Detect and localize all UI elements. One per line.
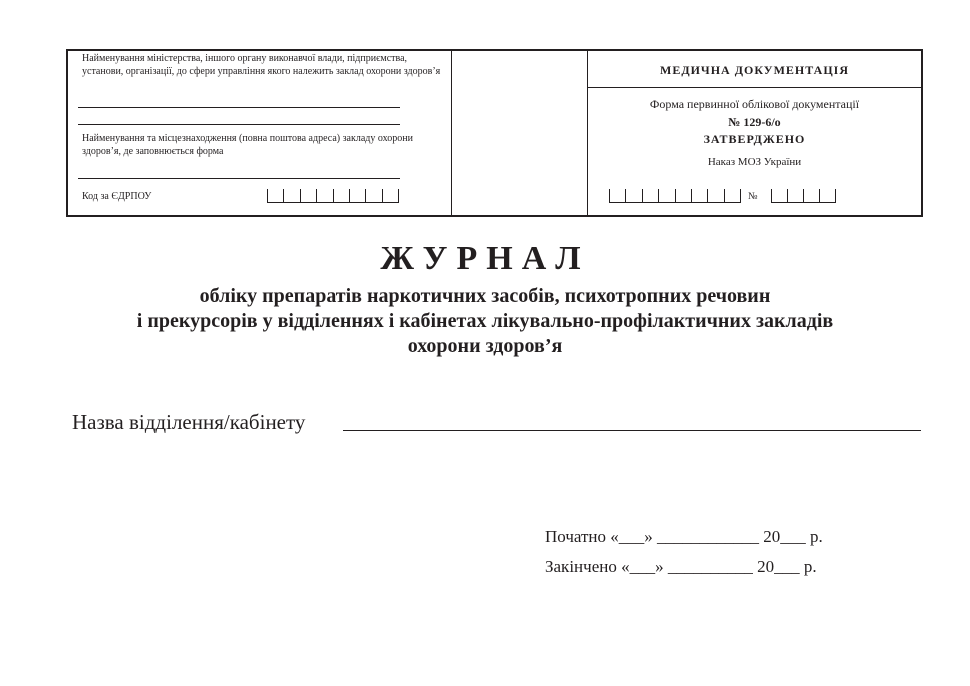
order-date-comb[interactable] (609, 189, 741, 203)
form-number: № 129-6/о (728, 115, 781, 129)
department-field[interactable] (343, 430, 921, 431)
subtitle-line: і прекурсорів у відділеннях і кабінетах лікувально-профілактичних закладів (136, 310, 834, 332)
form-line: Форма первинної облікової документації (649, 97, 860, 111)
divider (451, 51, 452, 215)
approved-label: ЗАТВЕРДЖЕНО (703, 132, 806, 146)
journal-subtitle (0, 284, 970, 359)
finished-date: Закінчено «___» __________ 20___ р. (545, 557, 817, 576)
order-number-comb[interactable] (771, 189, 836, 203)
journal-title: ЖУРНАЛ (380, 240, 590, 277)
subtitle-line: охорони здоров’я (407, 335, 563, 357)
edrpou-label: Код за ЄДРПОУ (82, 191, 152, 202)
ministry-label: Найменування міністерства, іншого органу виконавчої влади, підприємства, установи, організації, до сфери управління якого належить заклад охорони здоров’я (82, 53, 441, 77)
divider (588, 87, 921, 88)
form-header-box (66, 49, 923, 217)
started-date: Початно «___» ____________ 20___ р. (545, 527, 823, 546)
medical-doc-heading: МЕДИЧНА ДОКУМЕНТАЦІЯ (660, 63, 849, 77)
ministry-field[interactable] (78, 107, 400, 108)
department-label: Назва відділення/кабінету (72, 410, 306, 434)
edrpou-comb[interactable] (267, 189, 399, 203)
number-sign: № (748, 191, 758, 202)
order-label: Наказ МОЗ України (707, 156, 802, 168)
ministry-field-2[interactable] (78, 124, 400, 125)
subtitle-line: обліку препаратів наркотичних засобів, психотропних речовин (199, 285, 771, 307)
facility-field[interactable] (78, 178, 400, 179)
facility-label: Найменування та місцезнаходження (повна поштова адреса) закладу охорони здоров’я, де заповнюється форма (82, 133, 413, 157)
